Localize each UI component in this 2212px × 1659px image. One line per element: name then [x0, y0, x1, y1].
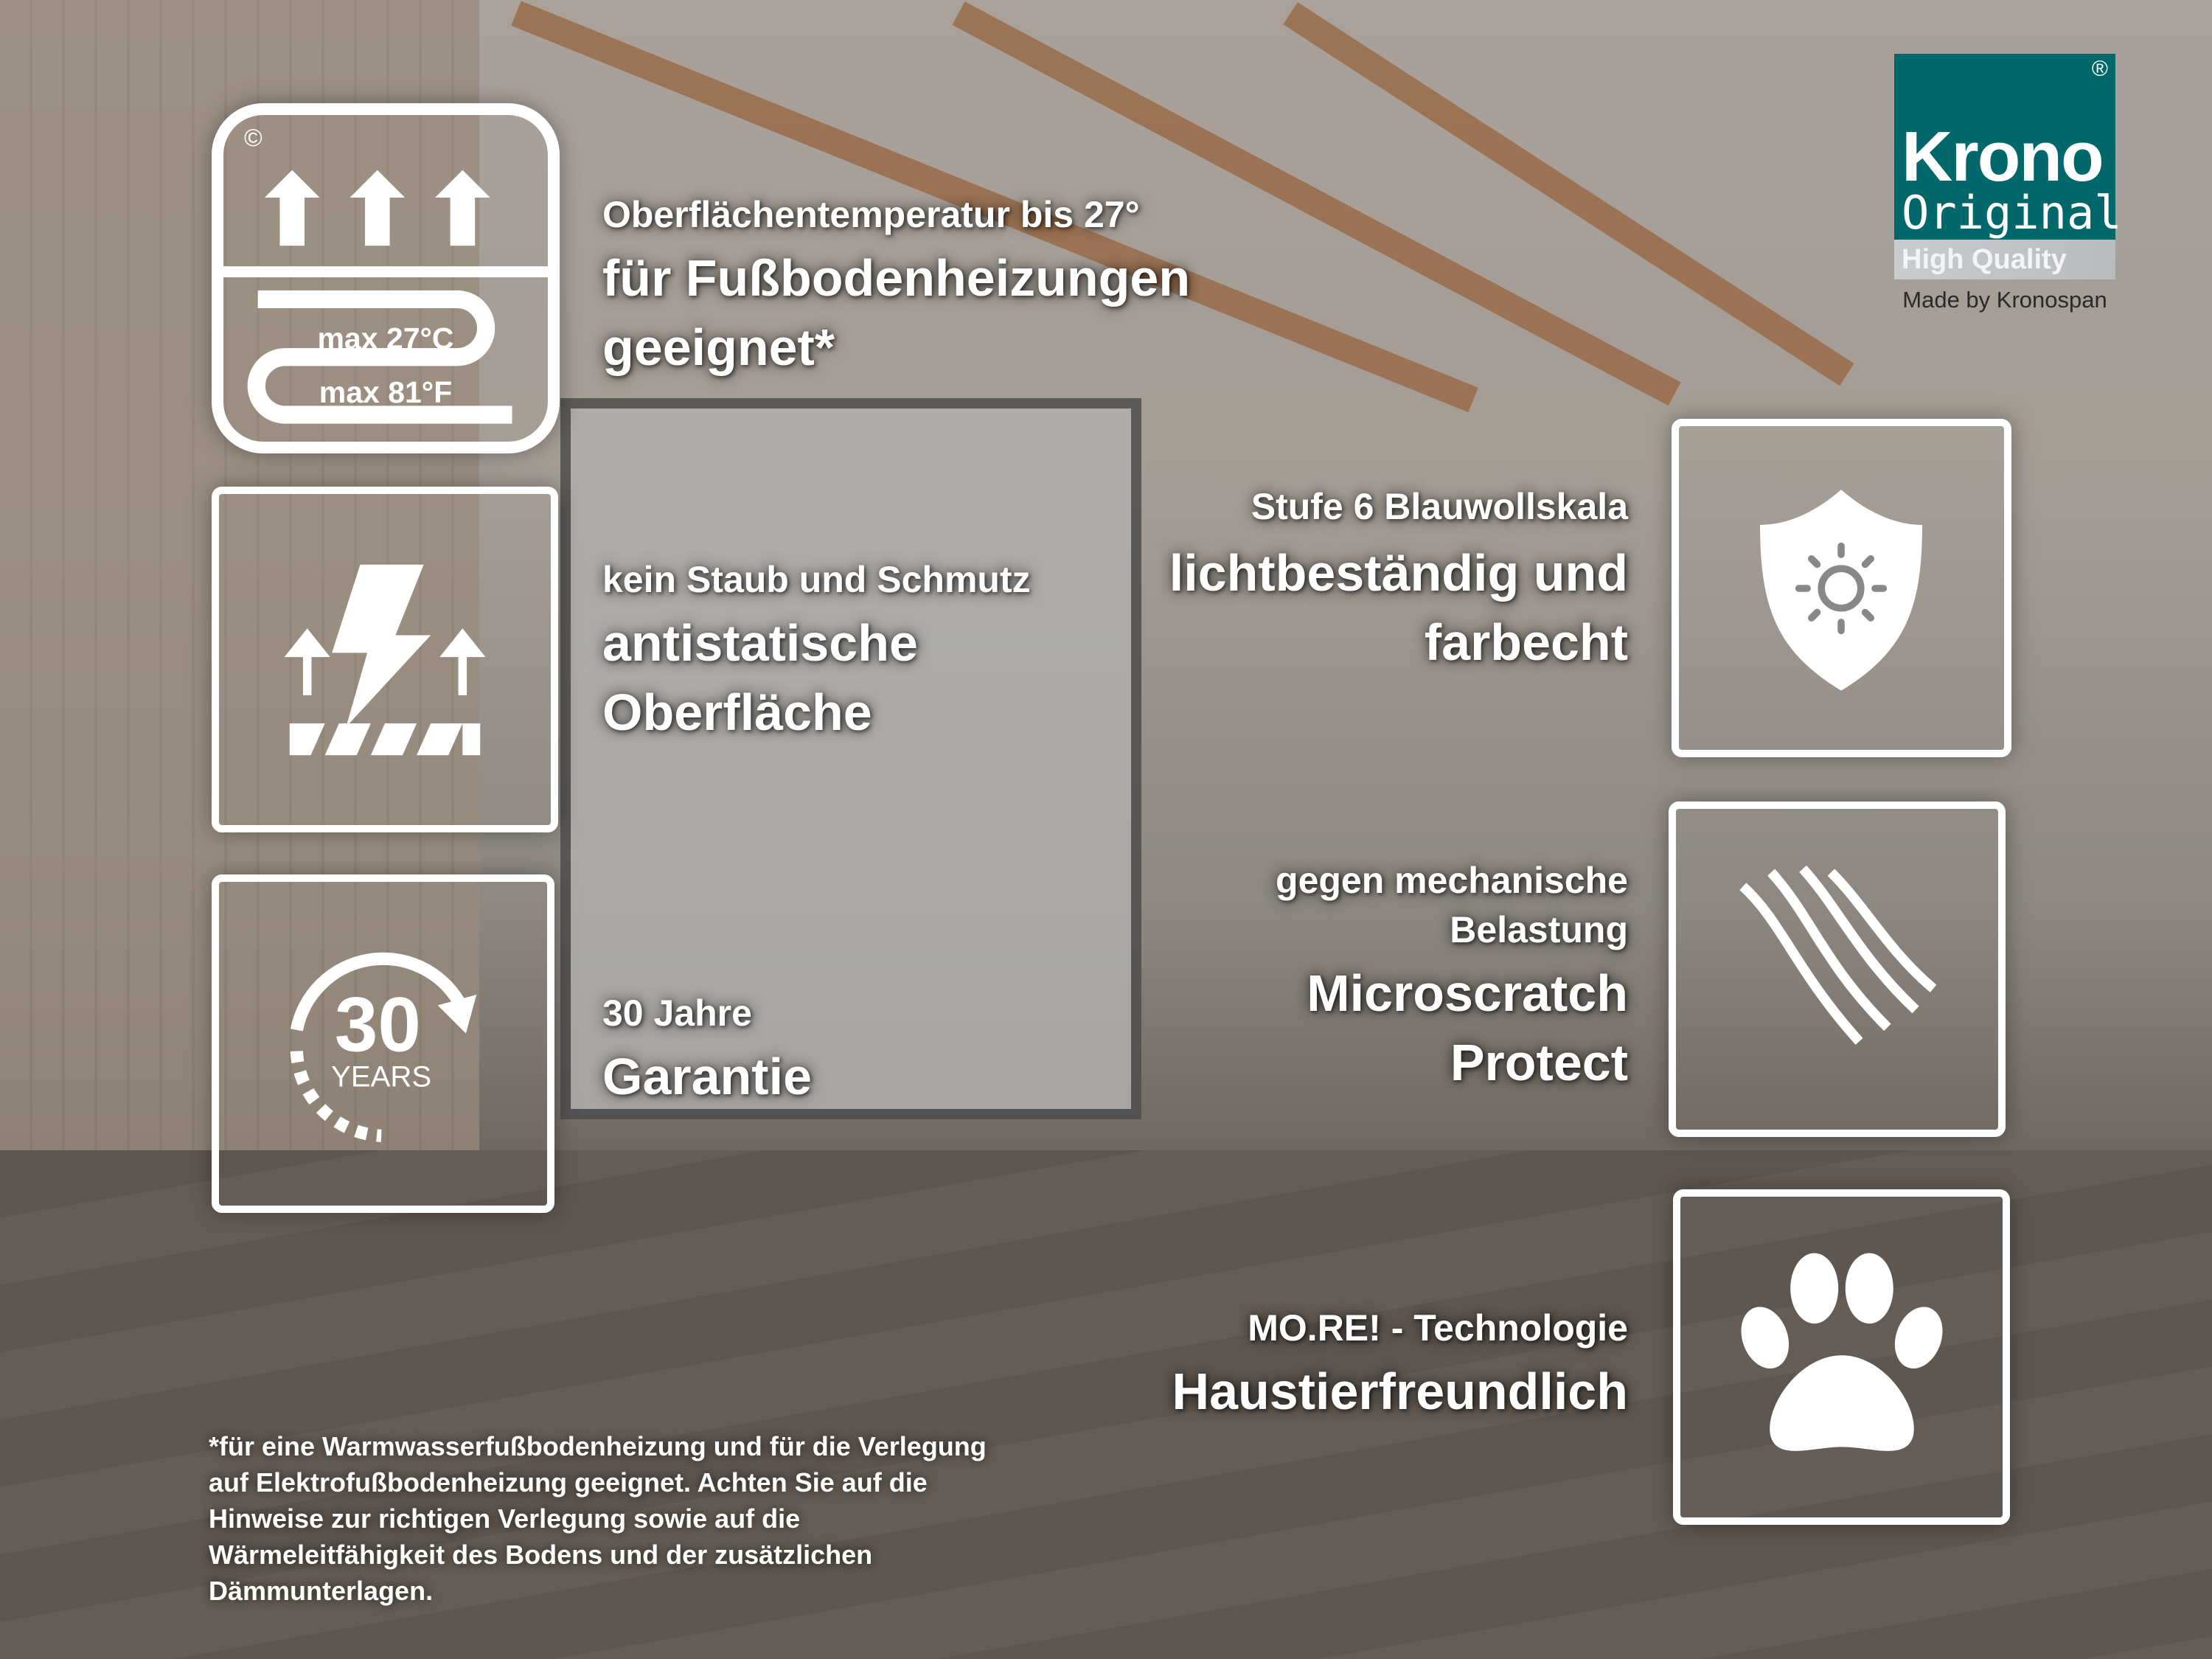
sun-shield-icon: [1672, 419, 2011, 757]
feature-antistatic-title-2: Oberfläche: [602, 684, 872, 741]
krono-original-logo: [1894, 54, 2122, 313]
logo-tagline: High Quality: [1894, 240, 2115, 279]
feature-lightfast-subtitle: Stufe 6 Blauwollskala: [1251, 486, 1628, 527]
feature-lightfast-title-1: lichtbeständig und: [1169, 544, 1628, 602]
feature-scratch-subtitle-1: gegen mechanische: [1276, 860, 1628, 901]
footnote-line: auf Elektrofußbodenheizung geeignet. Achten Sie auf die: [209, 1467, 928, 1498]
feature-heating-title-2: geeignet*: [602, 319, 835, 376]
floor-heating-icon: [212, 103, 560, 453]
footnote-line: Dämmunterlagen.: [209, 1576, 434, 1606]
feature-scratch-title-1: Microscratch: [1307, 964, 1628, 1022]
footnote-line: Wärmeleitfähigkeit des Bodens und der zusätzlichen: [209, 1540, 873, 1570]
feature-antistatic-title-1: antistatische: [602, 614, 918, 672]
feature-scratch-title-2: Protect: [1450, 1034, 1628, 1091]
feature-antistatic-subtitle: kein Staub und Schmutz: [602, 559, 1031, 600]
feature-heating-subtitle: Oberflächentemperatur bis 27°: [602, 194, 1140, 235]
registered-mark: ®: [2091, 57, 2108, 81]
years-number: 30: [334, 981, 421, 1068]
feature-warranty-title: Garantie: [602, 1048, 812, 1105]
paw-icon: [1673, 1189, 2010, 1525]
footnote: [209, 1428, 987, 1609]
copyright-mark: ©: [243, 125, 262, 153]
feature-lightfast-title-2: farbecht: [1424, 613, 1628, 671]
max-celsius: max 27°C: [317, 321, 454, 356]
feature-warranty-subtitle: 30 Jahre: [602, 992, 752, 1034]
footnote-line: *für eine Warmwasserfußbodenheizung und für die Verlegung: [209, 1431, 987, 1461]
scratch-icon: [1669, 801, 2006, 1137]
logo-krono: Krono: [1902, 117, 2103, 196]
years-label: YEARS: [331, 1060, 432, 1093]
warranty-30-years-icon: [212, 874, 554, 1213]
footnote-line: Hinweise zur richtigen Verlegung sowie auf die: [209, 1503, 801, 1534]
feature-heating-title-1: für Fußbodenheizungen: [602, 249, 1191, 307]
feature-pet-title: Haustierfreundlich: [1172, 1363, 1628, 1420]
made-by: Made by Kronospan: [1902, 287, 2107, 313]
feature-scratch-subtitle-2: Belastung: [1450, 909, 1628, 950]
max-fahrenheit: max 81°F: [319, 375, 453, 409]
logo-original: Original: [1902, 186, 2122, 240]
feature-pet-subtitle: MO.RE! - Technologie: [1248, 1307, 1628, 1349]
antistatic-icon: [212, 487, 558, 832]
